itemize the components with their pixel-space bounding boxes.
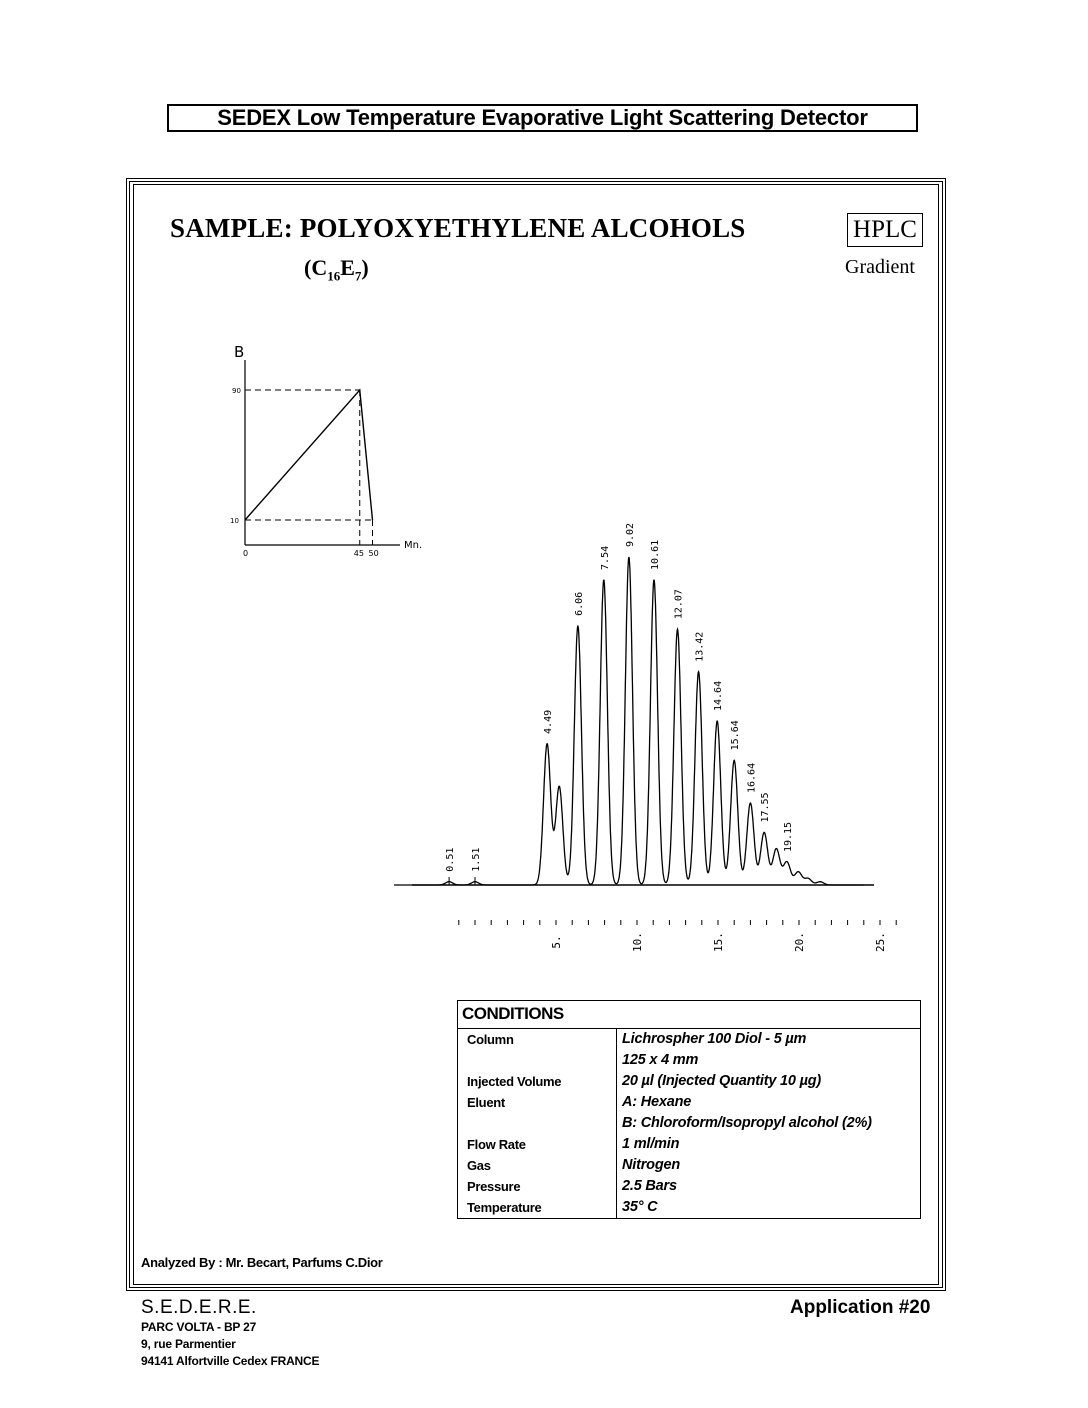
address-line-1: PARC VOLTA - BP 27 (141, 1320, 257, 1334)
formula-close: ) (361, 255, 369, 280)
condition-label (467, 1113, 616, 1134)
gradient-x-tick-label: 50 (368, 549, 379, 558)
peak-label: 6.06 (573, 591, 585, 616)
gradient-y-label: B (234, 343, 245, 361)
condition-label: Eluent (467, 1095, 505, 1110)
formula-subscript-1: 16 (327, 268, 341, 284)
condition-label: Injected Volume (467, 1074, 562, 1089)
conditions-table (457, 1000, 921, 1219)
company-name: S.E.D.E.R.E. (141, 1297, 257, 1318)
peak-label: 1.51 (471, 847, 482, 872)
condition-label: Temperature (467, 1200, 542, 1215)
time-axis-label: 10. (631, 932, 644, 952)
time-axis-label: 15. (712, 932, 725, 952)
address-line-2: 9, rue Parmentier (141, 1337, 236, 1351)
formula-open: (C (304, 255, 328, 280)
condition-label: Gas (467, 1158, 491, 1173)
gradient-x-label: Mn. (404, 540, 423, 551)
peak-label: 4.49 (543, 709, 555, 734)
condition-value: A: Hexane (622, 1094, 692, 1110)
condition-value: 2.5 Bars (622, 1178, 677, 1194)
peak-label: 19.15 (782, 821, 794, 853)
peak-label: 10.61 (650, 539, 662, 570)
peak-label: 16.64 (746, 762, 758, 793)
time-axis-label: 20. (793, 932, 806, 952)
peak-label: 0.51 (445, 847, 457, 872)
time-axis-label: 5. (550, 935, 563, 949)
hplc-badge: HPLC (847, 213, 923, 247)
condition-label: Pressure (467, 1179, 521, 1194)
peak-label: 14.64 (713, 680, 725, 711)
peak-label: 9.02 (624, 522, 636, 547)
peak-label: 15.64 (730, 720, 742, 751)
chromatogram-chart (394, 523, 896, 952)
formula-subscript-2: 7 (354, 268, 362, 284)
application-number: Application #20 (790, 1297, 931, 1318)
conditions-heading: CONDITIONS (458, 1001, 921, 1029)
document-header-title: SEDEX Low Temperature Evaporative Light Scattering Detector (167, 104, 918, 132)
peak-label: 13.42 (694, 631, 706, 662)
conditions-labels (458, 1029, 617, 1219)
condition-value: 35° C (622, 1199, 658, 1215)
condition-label (467, 1050, 616, 1071)
condition-value: 1 ml/min (622, 1136, 680, 1152)
peak-label: 17.55 (760, 792, 772, 823)
gradient-x-tick-label: 0 (243, 549, 249, 558)
time-axis-label: 25. (874, 932, 887, 952)
peak-label: 7.54 (599, 545, 611, 570)
gradient-y-tick-label: 90 (232, 387, 241, 395)
formula-mid: E (340, 255, 355, 280)
condition-label: Flow Rate (467, 1137, 526, 1152)
address-line-3: 94141 Alfortville Cedex FRANCE (141, 1354, 320, 1368)
sample-title: SAMPLE: POLYOXYETHYLENE ALCOHOLS (170, 213, 746, 243)
condition-value: 20 µl (Injected Quantity 10 µg) (622, 1073, 822, 1089)
peak-label: 12.07 (673, 589, 685, 620)
gradient-y-tick-label: 10 (230, 517, 239, 525)
conditions-values (617, 1029, 921, 1219)
condition-label: Column (467, 1032, 514, 1047)
condition-value: B: Chloroform/Isopropyl alcohol (2%) (622, 1115, 872, 1131)
condition-value: 125 x 4 mm (622, 1052, 699, 1068)
gradient-profile-chart (230, 343, 422, 558)
analyzed-by: Analyzed By : Mr. Becart, Parfums C.Dior (141, 1255, 383, 1270)
gradient-x-tick-label: 45 (353, 549, 364, 558)
condition-value: Lichrospher 100 Diol - 5 µm (622, 1031, 807, 1047)
condition-value: Nitrogen (622, 1157, 681, 1173)
gradient-profile-line (245, 390, 373, 520)
gradient-label: Gradient (845, 256, 915, 278)
